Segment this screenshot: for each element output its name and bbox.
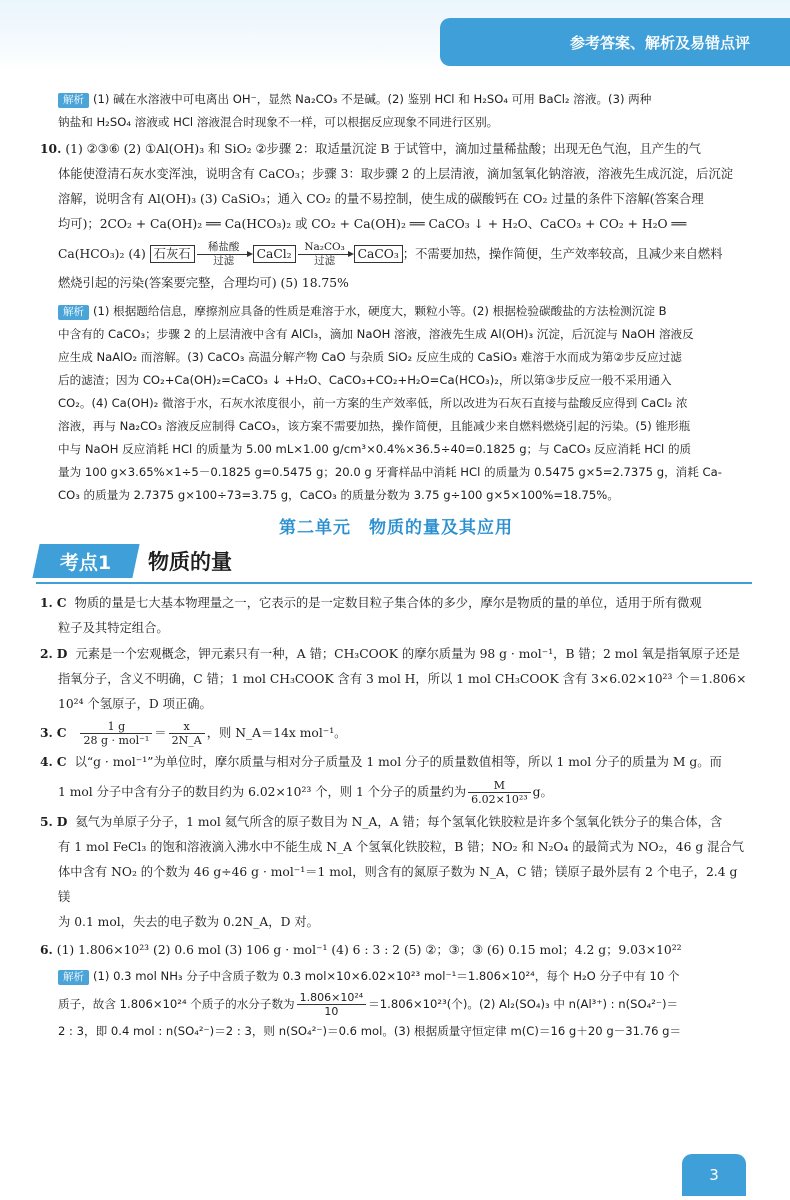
flow-diagram: Ca(HCO₃)₂ (4) 石灰石 稀盐酸 过滤 CaCl₂ Na₂CO₃ 过滤 CaCO₃ ；不需要加热，操作简便，生产效率较高，且减少来自燃料: [58, 241, 723, 267]
explanation-block-1: [40, 88, 752, 134]
question-2: [40, 641, 752, 717]
text-line: 6. (1) 1.806×10²³ (2) 0.6 mol (3) 106 g · mol⁻¹ (4) 6 : 3 : 2 (5) ②；③；③ (6) 0.15 mol；4.2 g；9.03×10²²: [40, 942, 682, 957]
flow-arrow-2: Na₂CO₃ 过滤: [296, 242, 354, 267]
analysis-badge: 解析: [58, 93, 89, 108]
text-line: 4. C 以“g · mol⁻¹”为单位时，摩尔质量与相对分子质量及 1 mol 分子的质量数值相等，所以 1 mol 分子的质量为 M g。而: [40, 754, 722, 769]
text-line: 10. (1) ②③⑥ (2) ①Al(OH)₃ 和 SiO₂ ②步骤 2：取适量沉淀 B 于试管中，滴加过量稀盐酸；出现无色气泡，且产生的气: [40, 141, 701, 156]
text-line: 中与 NaOH 反应消耗 HCl 的质量为 5.00 mL×1.00 g/cm³×0.4%×36.5÷40=0.1825 g；与 CaCO₃ 反应消耗 HCl 的质: [58, 442, 692, 456]
section-title-tab: [440, 18, 790, 66]
analysis-badge: 解析: [58, 305, 89, 320]
text-line: 10²⁴ 个氢原子，D 项正确。: [58, 697, 212, 711]
text-line: 量为 100 g×3.65%×1÷5－0.1825 g=0.5475 g；20.0 g 牙膏样品中消耗 HCl 的质量为 0.5475 g×5=2.7375 g，消耗 Ca-: [58, 465, 722, 479]
text-line: CO₂。(4) Ca(OH)₂ 微溶于水，石灰水浓度很小，前一方案的生产效率低，所以改进为石灰石直接与盐酸反应得到 CaCl₂ 浓: [58, 396, 688, 410]
answer-letter: C: [56, 725, 67, 740]
question-5: [40, 809, 752, 935]
text-line: 中含有的 CaCO₃；步骤 2 的上层清液中含有 AlCl₃，滴加 NaOH 溶液，溶液先生成 Al(OH)₃ 沉淀，后沉淀与 NaOH 溶液反: [58, 327, 694, 341]
kaodian-label: 考点1: [32, 544, 139, 578]
question-10: [40, 136, 752, 296]
text-line: 3. C $\frac{1 g}{\text{28 g · mol⁻¹}}$ ＝ $\frac{x}{2N\_A}$ ，则 N_A＝14x mol⁻¹。: [40, 720, 347, 747]
text-line: 钠盐和 H₂SO₄ 溶液或 HCl 溶液混合时现象不一样，可以根据反应现象不同进行区别。: [58, 115, 499, 129]
fraction: $\frac{x}{2N\_A}$: [169, 720, 205, 747]
text-line: 体能使澄清石灰水变浑浊，说明含有 CaCO₃；步骤 3：取步骤 2 的上层清液，滴加氢氧化钠溶液，溶液先生成沉淀，后沉淀: [58, 167, 733, 181]
flow-box-cacl2: CaCl₂: [253, 245, 296, 263]
flow-arrow-1: 稀盐酸 过滤: [195, 242, 253, 267]
answer-letter: D: [56, 814, 68, 829]
text-line: 1. C 物质的量是七大基本物理量之一，它表示的是一定数目粒子集合体的多少，摩尔是物质的量的单位，适用于所有微观: [40, 595, 702, 610]
text-line: 解析 (1) 0.3 mol NH₃ 分子中含质子数为 0.3 mol×10×6.02×10²³ mol⁻¹＝1.806×10²⁴，每个 H₂O 分子中有 10 个: [40, 965, 752, 988]
kaodian-header: [36, 542, 752, 584]
explanation-block-3: [40, 965, 752, 1043]
kaodian-title: 物质的量: [148, 550, 232, 574]
fraction: $\frac{M}{\text{6.02×10²³}}$: [468, 779, 531, 806]
text-line: 溶解，说明含有 Al(OH)₃ (3) CaSiO₃；通入 CO₂ 的量不易控制，使生成的碳酸钙在 CO₂ 过量的条件下溶解(答案合理: [58, 192, 704, 206]
unit-title: 第二单元 物质的量及其应用: [279, 518, 513, 538]
text-line: 解析 (1) 碱在水溶液中可电离出 OH⁻，显然 Na₂CO₃ 不是碱。(2) 鉴别 HCl 和 H₂SO₄ 可用 BaCl₂ 溶液。(3) 两种: [40, 88, 752, 111]
text-line: 2 : 3，即 0.4 mol : n(SO₄²⁻)＝2 : 3，则 n(SO₄²⁻)＝0.6 mol。(3) 根据质量守恒定律 m(C)＝16 g＋20 g－31.76 g＝: [58, 1024, 682, 1038]
text-line: 解析 (1) 根据题给信息，摩擦剂应具备的性质是难溶于水，硬度大，颗粒小等。(2) 根据检验碳酸盐的方法检测沉淀 B: [40, 300, 752, 323]
page-number: 3: [682, 1154, 746, 1196]
text-line: 质子，故含 1.806×10²⁴ 个质子的水分子数为 $\frac{\text{1.806×10²⁴}}{10}$ ＝1.806×10²³(个)。(2) Al₂(SO₄)₃ 中 n(Al³⁺) : n(SO₄²⁻)＝: [58, 991, 679, 1018]
question-6: [40, 937, 752, 963]
question-3: [40, 717, 752, 749]
text-line: 均可)；2CO₂ + Ca(OH)₂ ══ Ca(HCO₃)₂ 或 CO₂ + Ca(OH)₂ ══ CaCO₃ ↓ + H₂O、CaCO₃ + CO₂ + H₂O ══: [58, 217, 687, 231]
explanation-block-2: [40, 300, 752, 507]
text-line: 指氧分子，含义不明确，C 错；1 mol CH₃COOK 含有 3 mol H，所以 1 mol CH₃COOK 含有 3×6.02×10²³ 个＝1.806×: [58, 672, 747, 686]
text-line: 应生成 NaAlO₂ 而溶解。(3) CaCO₃ 高温分解产物 CaO 与杂质 SiO₂ 反应生成的 CaSiO₃ 难溶于水而成为第②步反应过滤: [58, 350, 682, 364]
answer-letter: C: [56, 754, 67, 769]
answer-letter: C: [56, 595, 67, 610]
fraction: $\frac{\text{1.806×10²⁴}}{10}$: [297, 991, 367, 1018]
text-line: 2. D 元素是一个宏观概念，钾元素只有一种，A 错；CH₃COOK 的摩尔质量为 98 g · mol⁻¹，B 错；2 mol 氧是指氧原子还是: [40, 646, 741, 661]
answer-content: [40, 88, 752, 1043]
text-line: 后的滤渣；因为 CO₂+Ca(OH)₂=CaCO₃ ↓ +H₂O、CaCO₃+CO₂+H₂O=Ca(HCO₃)₂，所以第③步反应一般不采用通入: [58, 373, 672, 387]
kaodian-rule: [36, 582, 752, 584]
text-line: 为 0.1 mol，失去的电子数为 0.2N_A，D 对。: [58, 915, 319, 929]
text-line: 有 1 mol FeCl₃ 的饱和溶液滴入沸水中不能生成 N_A 个氢氧化铁胶粒，B 错；NO₂ 和 N₂O₄ 的最简式为 NO₂，46 g 混合气: [58, 840, 745, 854]
text-line: 燃烧引起的污染(答案要完整，合理均可) (5) 18.75%: [58, 276, 349, 290]
flow-box-caco3: CaCO₃: [354, 245, 403, 263]
text-line: 1 mol 分子中含有分子的数目约为 6.02×10²³ 个，则 1 个分子的质量约为 $\frac{M}{\text{6.02×10²³}}$ g。: [58, 779, 553, 806]
text-line: 溶液，再与 Na₂CO₃ 溶液反应制得 CaCO₃，该方案不需要加热，操作简便，且能减少来自燃料燃烧引起的污染。(5) 锥形瓶: [58, 419, 691, 433]
section-title: 参考答案、解析及易错点评: [569, 33, 750, 52]
question-1: [40, 590, 752, 641]
answer-letter: D: [56, 646, 68, 661]
text-line: 粒子及其特定组合。: [58, 621, 169, 635]
text-line: 体中含有 NO₂ 的个数为 46 g÷46 g · mol⁻¹＝1 mol，则含有的氮原子数为 N_A，C 错；镁原子最外层有 2 个电子，2.4 g 镁: [58, 865, 738, 904]
text-line: 5. D 氦气为单原子分子，1 mol 氦气所含的原子数目为 N_A，A 错；每个氢氧化铁胶粒是许多个氢氧化铁分子的集合体，含: [40, 814, 723, 829]
text-line: CO₃ 的质量为 2.7375 g×100÷73=3.75 g，CaCO₃ 的质量分数为 3.75 g÷100 g×5×100%=18.75%。: [58, 488, 619, 502]
flow-box-limestone: 石灰石: [150, 245, 195, 263]
question-number: 10.: [40, 141, 62, 156]
analysis-badge: 解析: [58, 970, 89, 985]
fraction: $\frac{1 g}{\text{28 g · mol⁻¹}}$: [80, 720, 152, 747]
question-4: [40, 749, 752, 809]
